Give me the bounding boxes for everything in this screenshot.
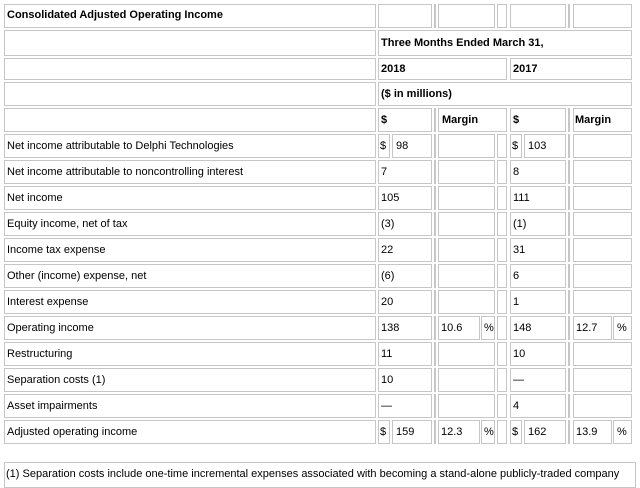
spacer-cell xyxy=(568,420,570,444)
value-2017: 111 xyxy=(513,192,530,204)
spacer-cell xyxy=(434,264,436,288)
percent-2017: % xyxy=(617,322,627,334)
margin-value-cell xyxy=(438,290,495,314)
margin-value-cell xyxy=(573,394,632,418)
value-2018: 7 xyxy=(381,166,388,178)
spacer-cell xyxy=(568,160,570,184)
value-2018: 10 xyxy=(381,374,394,386)
header-label-cell xyxy=(4,58,376,80)
margin-value-cell xyxy=(438,134,495,158)
currency-2018: $ xyxy=(380,426,387,438)
spacer-cell xyxy=(568,316,570,340)
spacer-cell xyxy=(434,394,436,418)
percent-2018: % xyxy=(484,322,494,334)
year-2017-header: 2017 xyxy=(513,63,538,75)
spacer-cell xyxy=(434,134,436,158)
spacer-cell xyxy=(497,368,507,392)
margin-value-cell xyxy=(573,264,632,288)
currency-2018: $ xyxy=(380,140,387,152)
percent-2018: % xyxy=(484,426,494,438)
row-label: Operating income xyxy=(7,322,94,334)
spacer-cell xyxy=(434,160,436,184)
margin-2017: 13.9 xyxy=(576,426,598,438)
title-spacer-cell xyxy=(510,4,566,28)
spacer-cell xyxy=(568,108,570,132)
spacer-cell xyxy=(434,290,436,314)
value-2018: 20 xyxy=(381,296,394,308)
value-2018: 105 xyxy=(381,192,400,204)
spacer-cell xyxy=(497,342,507,366)
margin-value-cell xyxy=(438,264,495,288)
spacer-cell xyxy=(497,316,507,340)
value-2017: 148 xyxy=(513,322,532,334)
margin-2018: 10.6 xyxy=(441,322,463,334)
row-label: Equity income, net of tax xyxy=(7,218,128,230)
margin-2017-header: Margin xyxy=(575,114,612,126)
currency-2017: $ xyxy=(512,426,519,438)
spacer-cell xyxy=(497,238,507,262)
value-2017: — xyxy=(513,374,524,386)
margin-value-cell xyxy=(573,342,632,366)
value-2018: 98 xyxy=(396,140,409,152)
spacer-cell xyxy=(434,342,436,366)
dollar-2017-header: $ xyxy=(513,114,520,126)
row-label: Restructuring xyxy=(7,348,73,360)
spacer-cell xyxy=(434,186,436,210)
value-2017: 31 xyxy=(513,244,526,256)
margin-2017: 12.7 xyxy=(576,322,598,334)
value-2018: 22 xyxy=(381,244,394,256)
spacer-cell xyxy=(497,212,507,236)
value-2018: 138 xyxy=(381,322,400,334)
value-2017: 10 xyxy=(513,348,526,360)
value-2018: (6) xyxy=(381,270,395,282)
period-header: Three Months Ended March 31, xyxy=(381,37,544,49)
spacer-cell xyxy=(568,290,570,314)
margin-value-cell xyxy=(573,134,632,158)
year-2018-header: 2018 xyxy=(381,63,406,75)
spacer-cell xyxy=(497,160,507,184)
margin-value-cell xyxy=(438,186,495,210)
header-label-cell xyxy=(4,108,376,132)
margin-value-cell xyxy=(438,368,495,392)
title-spacer-cell xyxy=(568,4,570,28)
value-2017: 6 xyxy=(513,270,520,282)
spacer-cell xyxy=(497,394,507,418)
header-label-cell xyxy=(4,82,376,106)
spacer-cell xyxy=(497,134,507,158)
spacer-cell xyxy=(568,264,570,288)
currency-2017: $ xyxy=(512,140,519,152)
spacer-cell xyxy=(434,368,436,392)
spacer-cell xyxy=(568,238,570,262)
margin-value-cell xyxy=(438,212,495,236)
spacer-cell xyxy=(568,134,570,158)
margin-value-cell xyxy=(438,342,495,366)
title-spacer-cell xyxy=(438,4,495,28)
margin-value-cell xyxy=(573,238,632,262)
row-label: Net income attributable to Delphi Technologies xyxy=(7,140,234,152)
spacer-cell xyxy=(434,108,436,132)
value-2018: (3) xyxy=(381,218,395,230)
margin-value-cell xyxy=(573,212,632,236)
units-header: ($ in millions) xyxy=(381,88,452,100)
row-label: Net income xyxy=(7,192,63,204)
spacer-cell xyxy=(497,420,507,444)
margin-value-cell xyxy=(438,160,495,184)
value-2017: (1) xyxy=(513,218,527,230)
spacer-cell xyxy=(434,316,436,340)
row-label: Asset impairments xyxy=(7,400,98,412)
spacer-cell xyxy=(497,264,507,288)
spacer-cell xyxy=(434,212,436,236)
table-title: Consolidated Adjusted Operating Income xyxy=(7,9,223,21)
spacer-cell xyxy=(568,212,570,236)
header-label-cell xyxy=(4,30,376,56)
margin-2018: 12.3 xyxy=(441,426,463,438)
value-2017: 4 xyxy=(513,400,520,412)
spacer-cell xyxy=(568,186,570,210)
spacer-cell xyxy=(568,342,570,366)
spacer-cell xyxy=(497,290,507,314)
row-label: Net income attributable to noncontrolling interest xyxy=(7,166,244,178)
row-label: Income tax expense xyxy=(7,244,106,256)
spacer-cell xyxy=(497,186,507,210)
footnote: (1) Separation costs include one-time incremental expenses associated with becoming a stand-alone publicly-traded company xyxy=(6,468,620,480)
title-spacer-cell xyxy=(378,4,432,28)
value-2017: 1 xyxy=(513,296,520,308)
spacer-cell xyxy=(568,368,570,392)
value-2017: 8 xyxy=(513,166,520,178)
row-label: Interest expense xyxy=(7,296,89,308)
value-2017: 103 xyxy=(528,140,547,152)
value-2018: 159 xyxy=(396,426,415,438)
title-spacer-cell xyxy=(497,4,507,28)
margin-value-cell xyxy=(573,186,632,210)
row-label: Separation costs (1) xyxy=(7,374,106,386)
value-2018: 11 xyxy=(381,348,393,360)
margin-value-cell xyxy=(438,394,495,418)
value-2017: 162 xyxy=(528,426,547,438)
title-spacer-cell xyxy=(434,4,436,28)
value-2018: — xyxy=(381,400,392,412)
margin-value-cell xyxy=(438,238,495,262)
title-spacer-cell xyxy=(573,4,632,28)
margin-2018-header: Margin xyxy=(442,114,479,126)
margin-value-cell xyxy=(573,160,632,184)
margin-value-cell xyxy=(573,368,632,392)
spacer-cell xyxy=(568,394,570,418)
margin-value-cell xyxy=(573,290,632,314)
row-label: Adjusted operating income xyxy=(7,426,138,438)
spacer-cell xyxy=(434,420,436,444)
dollar-2018-header: $ xyxy=(381,114,388,126)
row-label: Other (income) expense, net xyxy=(7,270,147,282)
spacer-cell xyxy=(434,238,436,262)
percent-2017: % xyxy=(617,426,627,438)
